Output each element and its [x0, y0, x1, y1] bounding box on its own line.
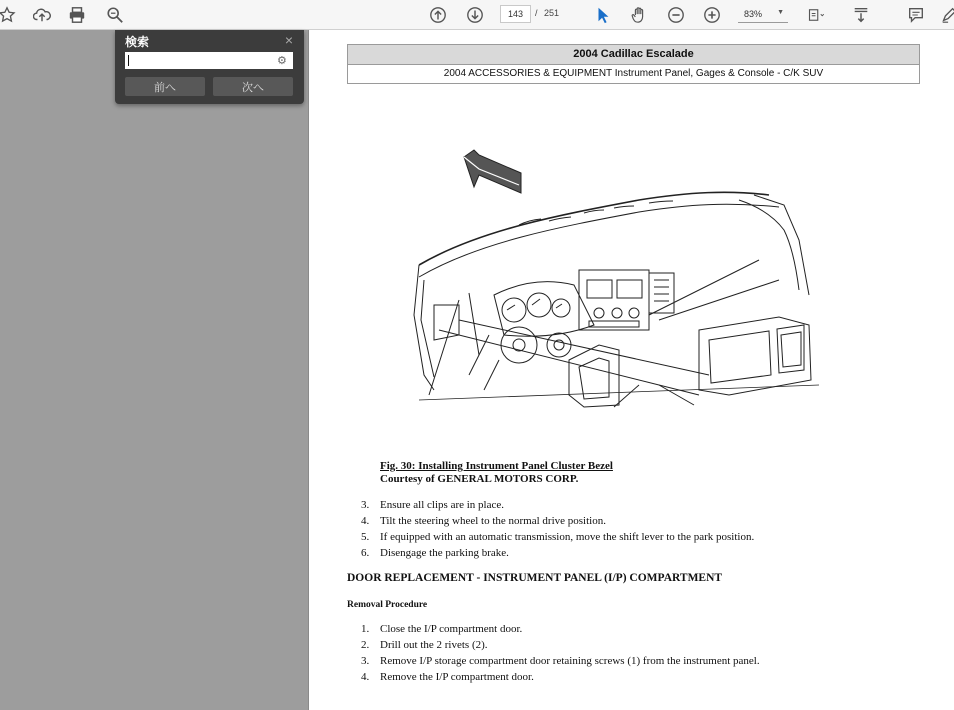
toolbar — [0, 0, 954, 30]
fit-page-icon[interactable] — [804, 4, 830, 26]
chevron-down-icon: ▼ — [777, 9, 784, 16]
search-input[interactable] — [125, 52, 293, 69]
find-panel — [115, 30, 304, 104]
scroll-mode-icon[interactable] — [850, 4, 872, 26]
text-cursor — [128, 55, 129, 66]
figure-caption: Fig. 30: Installing Instrument Panel Cluster Bezel — [380, 460, 613, 472]
document-header — [347, 44, 920, 84]
gear-icon[interactable]: ⚙ — [277, 55, 287, 67]
find-previous-button[interactable]: 前へ — [125, 77, 205, 96]
close-icon[interactable]: × — [284, 32, 293, 48]
pen-icon[interactable] — [938, 4, 954, 26]
instrument-panel-illustration — [399, 145, 819, 410]
page-number-input[interactable]: 143 — [500, 5, 531, 23]
page-separator: / — [535, 8, 538, 18]
figure-courtesy: Courtesy of GENERAL MOTORS CORP. — [380, 473, 579, 485]
header-subtitle: 2004 ACCESSORIES & EQUIPMENT Instrument Panel, Gages & Console - C/K SUV — [348, 65, 919, 83]
print-icon[interactable] — [66, 4, 88, 26]
next-page-icon[interactable] — [464, 4, 486, 26]
select-arrow-icon[interactable] — [592, 4, 614, 26]
find-panel-title: 検索 — [125, 35, 150, 49]
section-heading: DOOR REPLACEMENT - INSTRUMENT PANEL (I/P) COMPARTMENT — [347, 572, 723, 584]
zoom-level-select[interactable] — [738, 5, 788, 23]
total-pages: 251 — [544, 8, 560, 18]
prev-page-icon[interactable] — [427, 4, 449, 26]
hand-icon[interactable] — [628, 4, 650, 26]
search-zoom-icon[interactable] — [104, 4, 126, 26]
section-subheading: Removal Procedure — [347, 600, 428, 610]
star-icon[interactable] — [0, 4, 18, 26]
zoom-level: 83% — [744, 8, 763, 19]
zoom-in-icon[interactable] — [701, 4, 723, 26]
zoom-out-icon[interactable] — [665, 4, 687, 26]
find-next-button[interactable]: 次へ — [213, 77, 293, 96]
document-viewer[interactable] — [0, 30, 954, 710]
header-title: 2004 Cadillac Escalade — [348, 45, 919, 65]
document-page: 2004 Cadillac Escalade 2004 ACCESSORIES & EQUIPMENT Instrument Panel, Gages & Console - C/K SUV Fig. 30: Installing Instrument Panel Cluster Bezel Courtesy of GENERAL MOTORS CORP. 3. Ensure all clips are in place. 4. Tilt the steering wheel to the normal drive position. 5. If equipped with an automatic transmission, move the shift lever to the park position. 6. Disengage the parking brake. DOOR REPLACEMENT - INSTRUMENT PANEL (I/P) COMPARTMENT Removal Procedure 1. Close the I/P compartment door. 2. Drill out the 2 rivets (2). 3. Remove I/P storage compartment door retaining screws (1) from the instrument panel. 4. Remove the I/P compartment door. — [309, 30, 954, 710]
comment-icon[interactable] — [905, 4, 927, 26]
cloud-upload-icon[interactable] — [31, 4, 53, 26]
